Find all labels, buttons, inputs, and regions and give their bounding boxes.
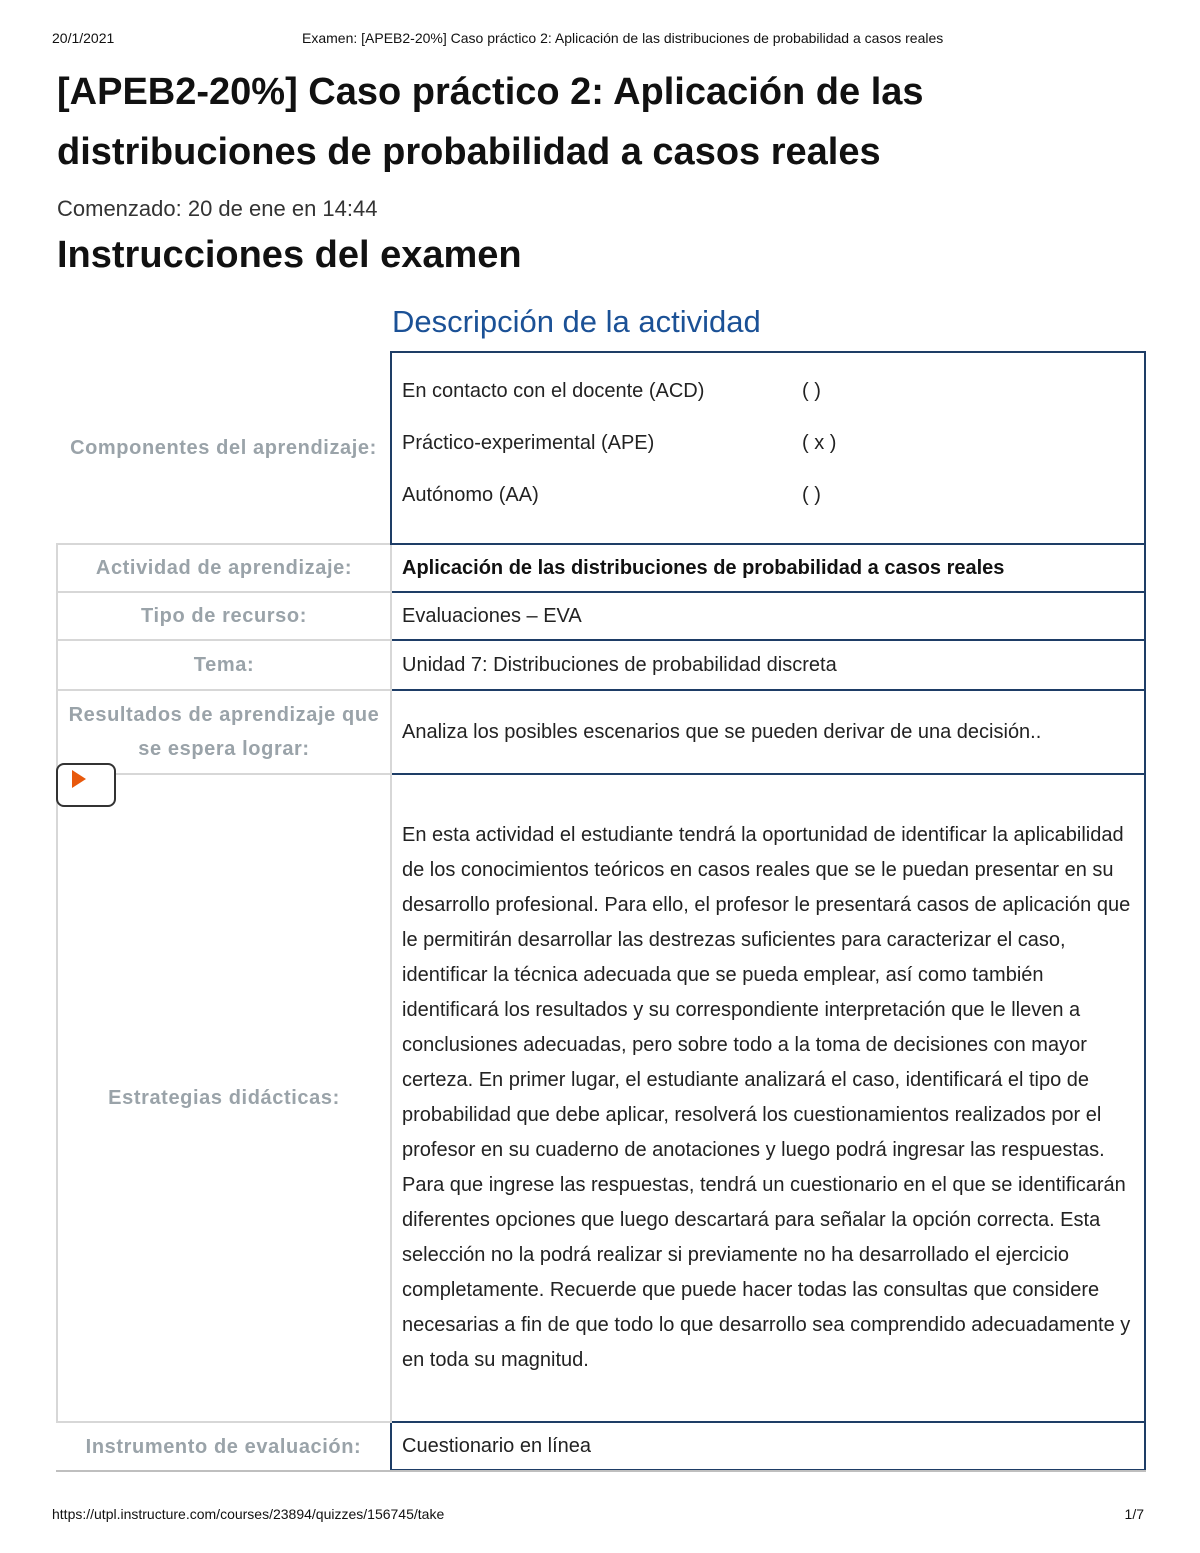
section-title: Instrucciones del examen — [57, 234, 522, 276]
row-instrumento — [57, 1422, 1145, 1470]
instructions-table — [56, 351, 1146, 1471]
instrumento-value: Cuestionario en línea — [391, 1422, 1145, 1470]
footer-page: 1/7 — [1124, 1506, 1144, 1522]
actividad-label: Actividad de aprendizaje: — [57, 544, 391, 592]
row-tipo — [57, 592, 1145, 640]
component-name: Autónomo (AA) — [402, 483, 539, 506]
component-mark: ( ) — [802, 379, 821, 402]
tipo-label: Tipo de recurso: — [57, 592, 391, 640]
row-tema — [57, 640, 1145, 690]
component-mark: ( x ) — [802, 431, 837, 454]
print-title: Examen: [APEB2-20%] Caso práctico 2: Aplicación de las distribuciones de probabilidad a casos reales — [302, 30, 944, 46]
component-name: En contacto con el docente (ACD) — [402, 379, 705, 402]
component-name: Práctico-experimental (APE) — [402, 431, 655, 454]
footer-url: https://utpl.instructure.com/courses/23894/quizzes/156745/take — [52, 1506, 445, 1522]
row-estrategias — [57, 774, 1145, 1422]
print-header — [52, 30, 1148, 46]
components-value — [391, 352, 1145, 544]
resultados-value: Analiza los posibles escenarios que se pueden derivar de una decisión.. — [391, 690, 1145, 774]
divider — [56, 1470, 1146, 1472]
activity-heading: Descripción de la actividad — [392, 304, 761, 339]
component-item — [402, 469, 1134, 521]
row-resultados — [57, 690, 1145, 774]
instrumento-label: Instrumento de evaluación: — [85, 1435, 362, 1458]
tema-value: Unidad 7: Distribuciones de probabilidad discreta — [391, 640, 1145, 690]
row-actividad — [57, 544, 1145, 592]
tema-label: Tema: — [57, 640, 391, 690]
component-item — [402, 417, 1134, 469]
tipo-value: Evaluaciones – EVA — [391, 592, 1145, 640]
row-components — [57, 352, 1145, 544]
page-title: [APEB2-20%] Caso práctico 2: Aplicación de las distribuciones de probabilidad a casos reales — [57, 71, 924, 173]
print-date: 20/1/2021 — [52, 30, 115, 46]
components-label: Componentes del aprendizaje: — [70, 436, 377, 459]
actividad-value: Aplicación de las distribuciones de probabilidad a casos reales — [391, 544, 1145, 592]
resultados-label: Resultados de aprendizaje que se espera lograr: — [57, 690, 391, 774]
component-mark: ( ) — [802, 483, 821, 506]
estrategias-value: En esta actividad el estudiante tendrá la oportunidad de identificar la aplicabilidad de los conocimientos teóricos en casos reales que se le puedan presentar en su desarrollo profesional. Para ello, el profesor le presentará casos de aplicación que le permitirán desarrollar las destrezas suficientes para caracterizar el caso, identificar la técnica adecuada que se pueda emplear, así como también identificará los resultados y su correspondiente interpretación que le lleven a conclusiones adecuadas, pero sobre todo a la toma de decisiones con mayor certeza. En primer lugar, el estudiante analizará el caso, identificará el tipo de probabilidad que debe aplicar, resolverá los cuestionamientos realizados por el profesor en su cuaderno de anotaciones y luego podrá ingresar las respuestas. Para que ingrese las respuestas, tendrá un cuestionario en el que se identificarán diferentes opciones que luego descartará para señalar la opción correcta. Esta selección no la podrá realizar si previamente no ha desarrollado el ejercicio completamente. Recuerde que puede hacer todas las consultas que considere necesarias a fin de que todo lo que desarrollo sea comprendido adecuadamente y en toda su magnitud. — [391, 774, 1145, 1422]
play-icon — [72, 770, 86, 788]
started-timestamp: Comenzado: 20 de ene en 14:44 — [57, 196, 378, 221]
estrategias-label: Estrategias didácticas: — [57, 774, 391, 1422]
play-button[interactable] — [56, 763, 116, 807]
component-item — [402, 365, 1134, 417]
print-footer — [52, 1506, 1144, 1522]
